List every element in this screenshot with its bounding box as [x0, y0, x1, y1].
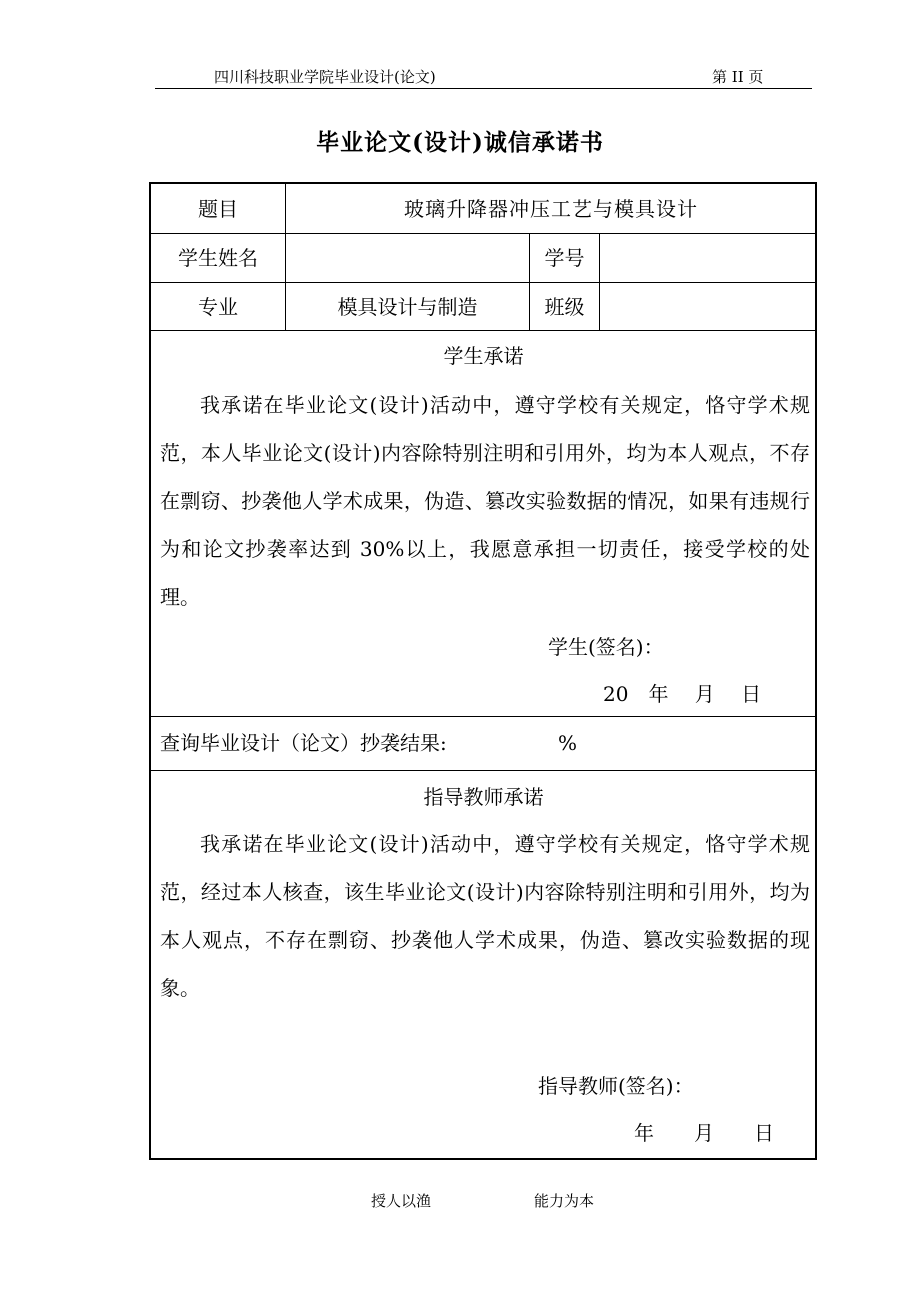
- major-value: 模具设计与制造: [337, 295, 478, 319]
- row-divider: [150, 716, 817, 717]
- student-name-label: 学生姓名: [178, 246, 258, 270]
- header-institution-title: 四川科技职业学院毕业设计(论文): [214, 68, 436, 86]
- advisor-signature-label: 指导教师(签名)：: [538, 1074, 694, 1098]
- advisor-pledge-heading: 指导教师承诺: [423, 785, 544, 809]
- header-page-label: 第 II 页: [712, 68, 764, 86]
- student-pledge-body: 我承诺在毕业论文(设计)活动中，遵守学校有关规定，恪守学术规范，本人毕业论文(设计)内容除特别注明和引用外，均为本人观点，不存在剽窃、抄袭他人学术成果，伪造、篡改实验数据的情况，如果有违规行为和论文抄袭率达到 30%以上，我愿意承担一切责任，接受学校的处理。: [160, 393, 810, 609]
- student-signature-label: 学生(签名)：: [548, 635, 664, 659]
- student-pledge-heading: 学生承诺: [443, 344, 524, 368]
- row-divider: [150, 233, 817, 234]
- major-label: 专业: [198, 295, 238, 319]
- topic-value: 玻璃升降器冲压工艺与模具设计: [404, 197, 698, 221]
- column-divider: [599, 233, 600, 330]
- footer-motto-right: 能力为本: [534, 1192, 595, 1210]
- student-name-value[interactable]: [292, 248, 522, 270]
- page-title: 毕业论文(设计)诚信承诺书: [316, 129, 604, 156]
- class-label: 班级: [544, 295, 585, 319]
- row-divider: [150, 330, 817, 331]
- class-value[interactable]: [606, 297, 811, 319]
- row-divider: [150, 770, 817, 771]
- student-id-value[interactable]: [606, 248, 811, 270]
- advisor-pledge-body: 我承诺在毕业论文(设计)活动中，遵守学校有关规定，恪守学术规范，经过本人核查，该生毕业论文(设计)内容除特别注明和引用外，均为本人观点，不存在剽窃、抄袭他人学术成果，伪造、篡改实验数据的现象。: [160, 832, 810, 1000]
- footer-motto-left: 授人以渔: [371, 1192, 432, 1210]
- advisor-date-label: 年 月 日: [634, 1121, 774, 1145]
- topic-label: 题目: [198, 197, 238, 221]
- plagiarism-check-unit: %: [558, 731, 578, 755]
- row-divider: [150, 282, 817, 283]
- header-divider: [155, 88, 812, 89]
- plagiarism-check-label: 查询毕业设计（论文）抄袭结果:: [160, 731, 447, 755]
- student-id-label: 学号: [544, 246, 585, 270]
- student-date-label: 20 年 月 日: [603, 682, 762, 706]
- pledge-form-table: [149, 182, 817, 1160]
